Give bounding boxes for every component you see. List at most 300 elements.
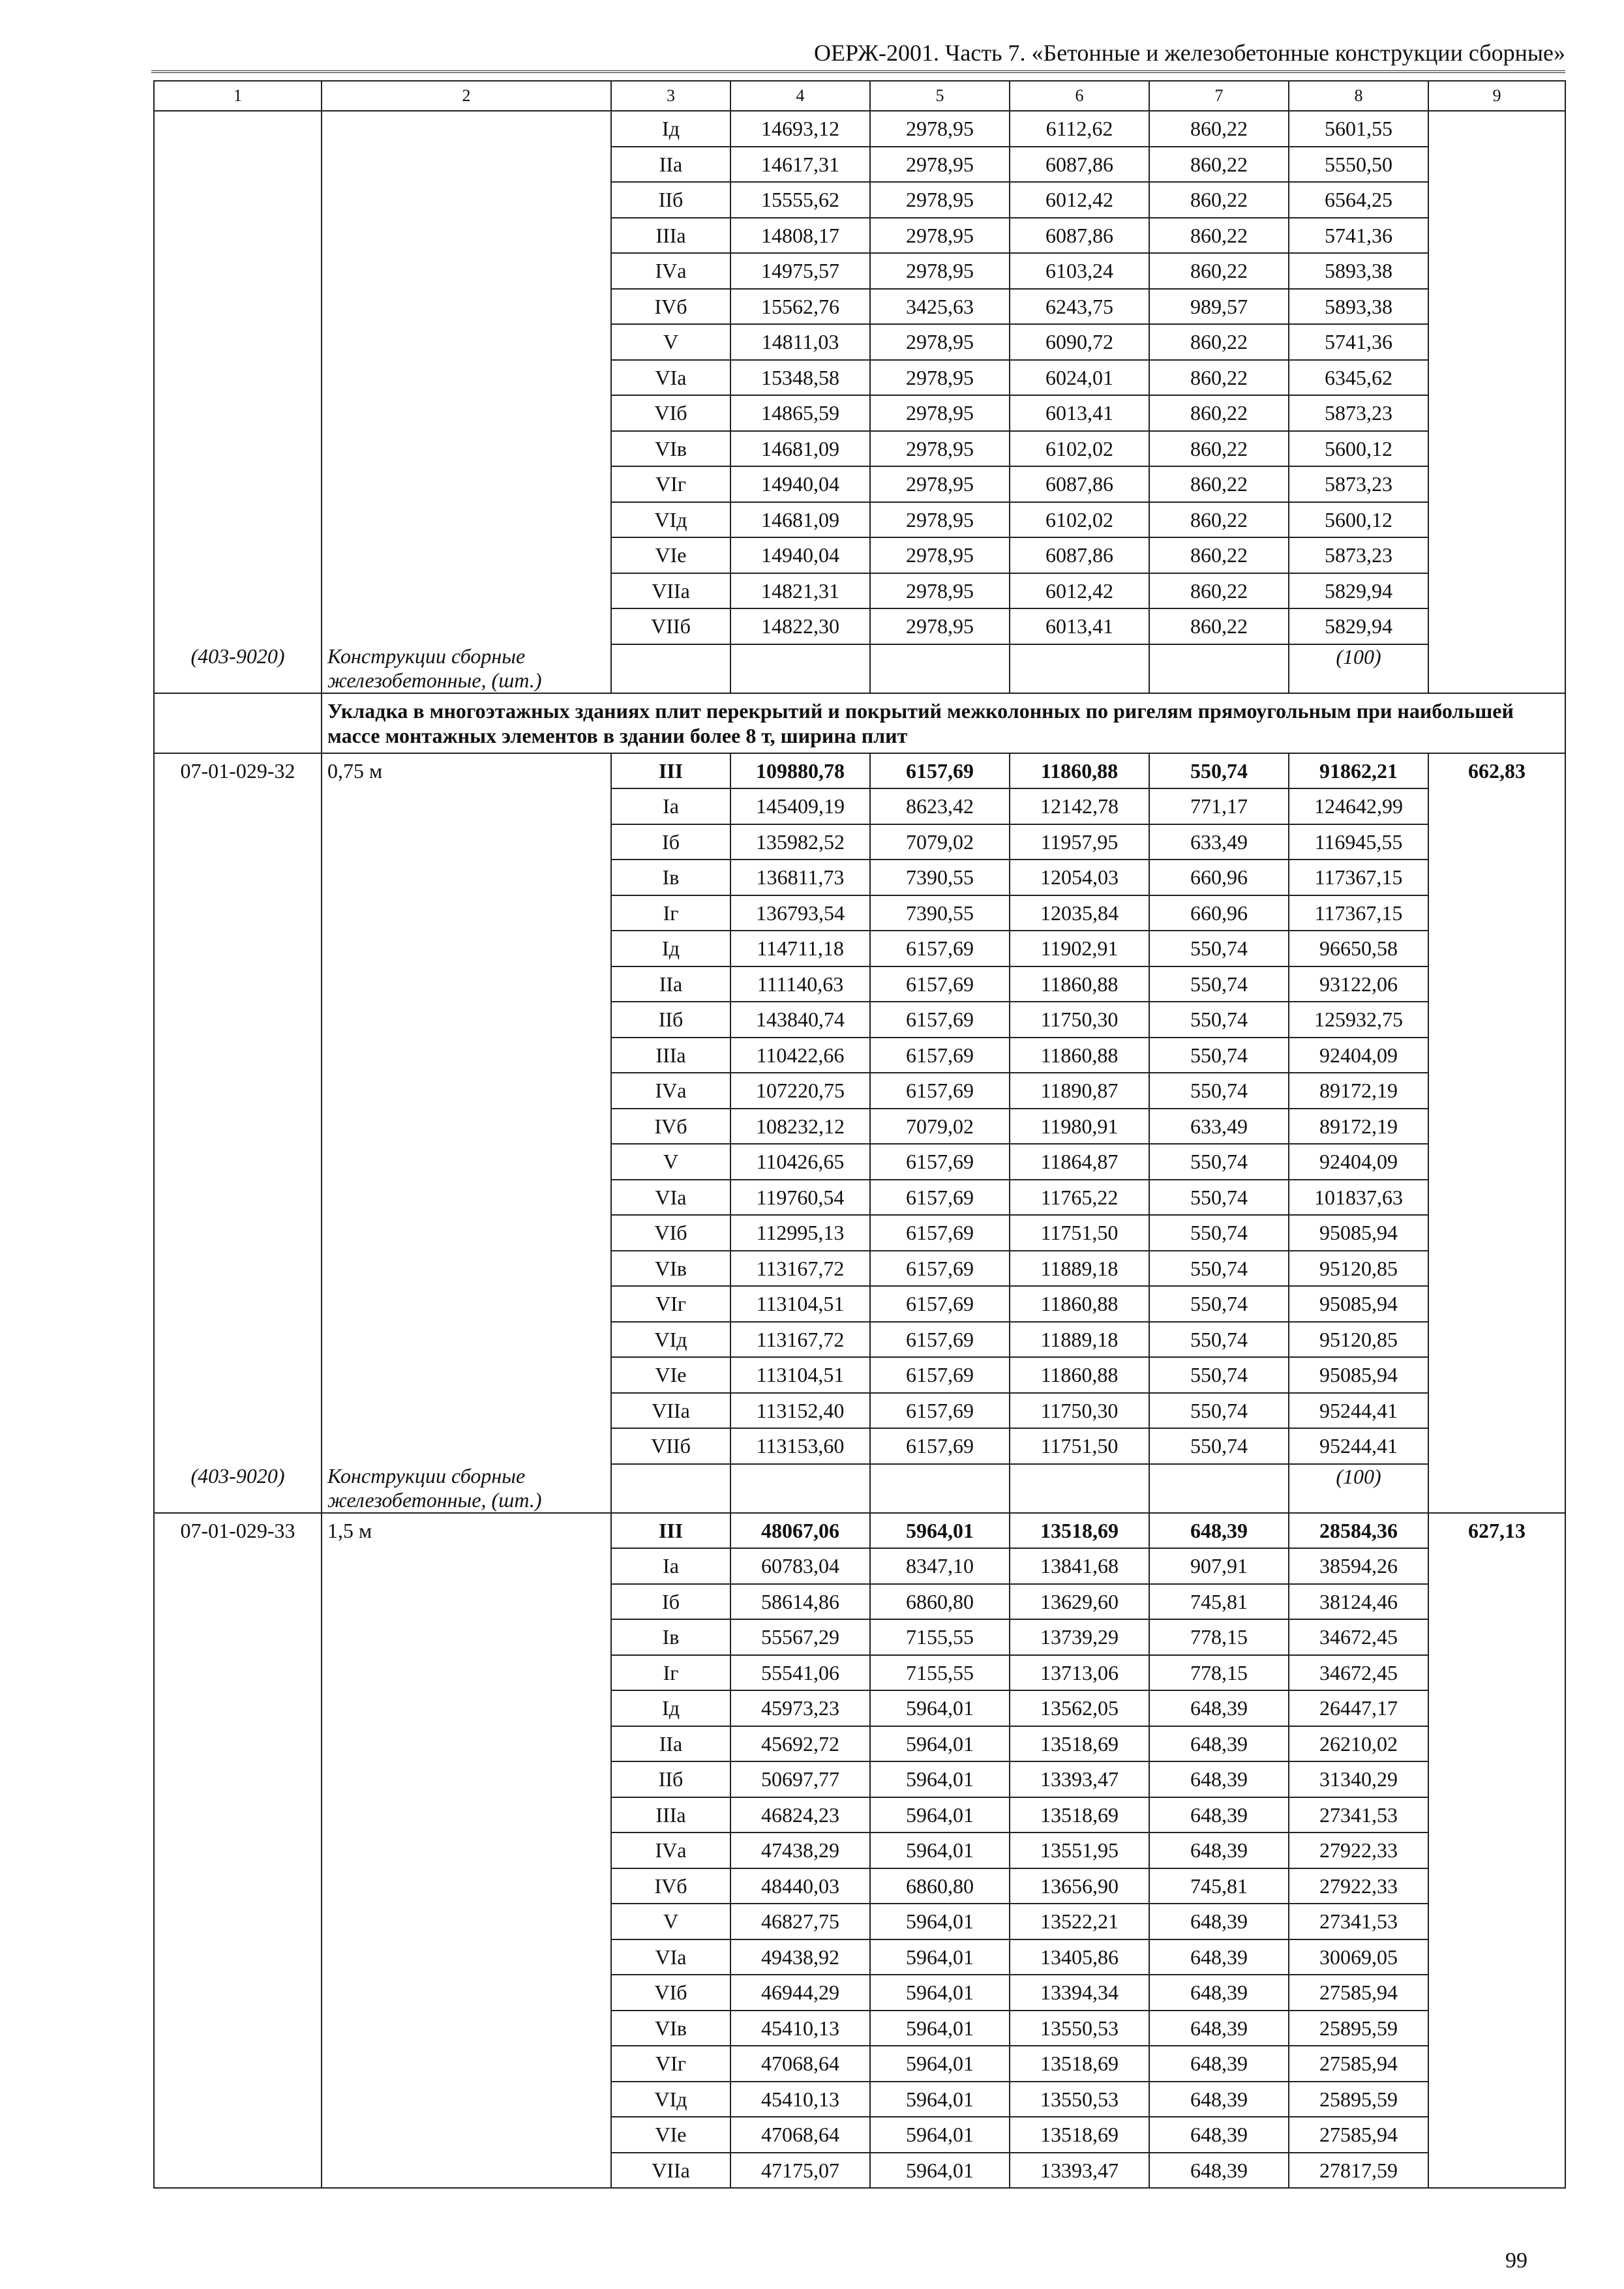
value-cell: 49438,92 bbox=[730, 1939, 870, 1975]
table-row bbox=[154, 182, 1565, 218]
value-cell: 778,15 bbox=[1149, 1619, 1289, 1655]
value-cell: 107220,75 bbox=[730, 1073, 870, 1109]
empty-cell bbox=[322, 1180, 611, 1216]
zone-code: VIб bbox=[611, 1975, 730, 2011]
value-cell: 7155,55 bbox=[870, 1655, 1010, 1691]
empty-cell bbox=[154, 324, 322, 360]
value-cell: 5964,01 bbox=[870, 2117, 1010, 2153]
section-title: Укладка в многоэтажных зданиях плит перекрытий и покрытий межколонных по ригелям прямоугольным при наибольшей массе монтажных элементов в здании более 8 т, ширина плит bbox=[322, 693, 1565, 753]
value-cell: 11980,91 bbox=[1010, 1109, 1149, 1144]
value-cell: 550,74 bbox=[1149, 1038, 1289, 1073]
zone-code: IIIа bbox=[611, 218, 730, 254]
empty-cell bbox=[1428, 1038, 1565, 1073]
zone-code: IVа bbox=[611, 1073, 730, 1109]
value-cell: 2978,95 bbox=[870, 608, 1010, 644]
empty-cell bbox=[154, 1833, 322, 1868]
value-cell: 633,49 bbox=[1149, 1109, 1289, 1144]
value-cell: 101837,63 bbox=[1289, 1180, 1428, 1216]
value-cell: 14808,17 bbox=[730, 218, 870, 254]
empty-cell bbox=[154, 788, 322, 824]
value-cell: 5964,01 bbox=[870, 1797, 1010, 1833]
value-cell: 113153,60 bbox=[730, 1428, 870, 1464]
empty-cell bbox=[322, 895, 611, 931]
zone-code: IVа bbox=[611, 1833, 730, 1868]
value-cell: 55567,29 bbox=[730, 1619, 870, 1655]
empty-cell bbox=[1428, 395, 1565, 431]
value-cell: 14811,03 bbox=[730, 324, 870, 360]
value-cell: 27585,94 bbox=[1289, 2117, 1428, 2153]
table-row bbox=[154, 753, 1565, 789]
value-cell: 109880,78 bbox=[730, 753, 870, 789]
value-cell: 46824,23 bbox=[730, 1797, 870, 1833]
value-cell: 135982,52 bbox=[730, 824, 870, 860]
value-cell: 13393,47 bbox=[1010, 2153, 1149, 2189]
empty-cell bbox=[154, 608, 322, 644]
empty-cell bbox=[730, 644, 870, 693]
empty-cell bbox=[1428, 1109, 1565, 1144]
empty-cell bbox=[154, 1548, 322, 1584]
value-cell: 5964,01 bbox=[870, 1833, 1010, 1868]
zone-code: V bbox=[611, 324, 730, 360]
value-cell: 550,74 bbox=[1149, 1322, 1289, 1358]
table-row bbox=[154, 1797, 1565, 1833]
empty-cell bbox=[322, 1357, 611, 1393]
value-cell: 7079,02 bbox=[870, 1109, 1010, 1144]
value-cell: 660,96 bbox=[1149, 860, 1289, 895]
section-row bbox=[154, 693, 1565, 753]
table-row bbox=[154, 1655, 1565, 1691]
table-row bbox=[154, 966, 1565, 1002]
value-cell: 14940,04 bbox=[730, 466, 870, 502]
empty-cell bbox=[154, 111, 322, 147]
zone-code: VIе bbox=[611, 1357, 730, 1393]
value-cell: 6103,24 bbox=[1010, 253, 1149, 289]
table-row bbox=[154, 788, 1565, 824]
empty-cell bbox=[322, 931, 611, 966]
zone-code: VIе bbox=[611, 537, 730, 573]
value-cell: 95085,94 bbox=[1289, 1286, 1428, 1322]
value-cell: 648,39 bbox=[1149, 1975, 1289, 2011]
value-cell: 5893,38 bbox=[1289, 289, 1428, 325]
table-row bbox=[154, 573, 1565, 609]
empty-cell bbox=[154, 2011, 322, 2046]
column-number: 3 bbox=[611, 81, 730, 111]
value-cell: 550,74 bbox=[1149, 1073, 1289, 1109]
value-cell: 112995,13 bbox=[730, 1215, 870, 1251]
empty-cell bbox=[322, 966, 611, 1002]
empty-cell bbox=[154, 895, 322, 931]
value-cell: 48067,06 bbox=[730, 1513, 870, 1549]
zone-code: VIIа bbox=[611, 573, 730, 609]
empty-cell bbox=[322, 860, 611, 895]
value-cell: 27922,33 bbox=[1289, 1833, 1428, 1868]
norm-name: 0,75 м bbox=[322, 753, 611, 789]
value-cell: 14822,30 bbox=[730, 608, 870, 644]
value-cell: 3425,63 bbox=[870, 289, 1010, 325]
table-row bbox=[154, 147, 1565, 183]
value-cell: 778,15 bbox=[1149, 1655, 1289, 1691]
value-cell: 5873,23 bbox=[1289, 537, 1428, 573]
value-cell: 6157,69 bbox=[870, 1073, 1010, 1109]
empty-cell bbox=[1010, 1464, 1149, 1513]
empty-cell bbox=[322, 1144, 611, 1180]
value-cell: 13656,90 bbox=[1010, 1868, 1149, 1904]
value-cell: 2978,95 bbox=[870, 573, 1010, 609]
empty-cell bbox=[322, 1428, 611, 1464]
empty-cell bbox=[154, 966, 322, 1002]
value-cell: 5601,55 bbox=[1289, 111, 1428, 147]
value-cell: 648,39 bbox=[1149, 2153, 1289, 2189]
value-cell: 34672,45 bbox=[1289, 1619, 1428, 1655]
empty-cell bbox=[322, 111, 611, 147]
empty-cell bbox=[322, 1584, 611, 1620]
value-cell: 6024,01 bbox=[1010, 360, 1149, 396]
zone-code: VIа bbox=[611, 360, 730, 396]
value-cell: 113104,51 bbox=[730, 1286, 870, 1322]
value-cell: 648,39 bbox=[1149, 1726, 1289, 1762]
empty-cell bbox=[1428, 2046, 1565, 2082]
value-cell: 6090,72 bbox=[1010, 324, 1149, 360]
value-cell: 13522,21 bbox=[1010, 1904, 1149, 1939]
value-cell: 648,39 bbox=[1149, 1797, 1289, 1833]
zone-code: Iа bbox=[611, 1548, 730, 1584]
zone-code: III bbox=[611, 753, 730, 789]
empty-cell bbox=[1428, 1357, 1565, 1393]
value-cell: 860,22 bbox=[1149, 466, 1289, 502]
empty-cell bbox=[154, 2117, 322, 2153]
zone-code: Iг bbox=[611, 895, 730, 931]
table-row bbox=[154, 1144, 1565, 1180]
empty-cell bbox=[611, 644, 730, 693]
value-cell: 14693,12 bbox=[730, 111, 870, 147]
zone-code: IVб bbox=[611, 1109, 730, 1144]
table-row bbox=[154, 1109, 1565, 1144]
empty-cell bbox=[1428, 1286, 1565, 1322]
zone-code: Iд bbox=[611, 111, 730, 147]
table-row bbox=[154, 1286, 1565, 1322]
zone-code: IIIа bbox=[611, 1797, 730, 1833]
zone-code: IIIа bbox=[611, 1038, 730, 1073]
table-row bbox=[154, 1393, 1565, 1429]
material-qty: (100) bbox=[1289, 1464, 1428, 1513]
empty-cell bbox=[154, 1393, 322, 1429]
value-cell: 2978,95 bbox=[870, 324, 1010, 360]
value-cell: 108232,12 bbox=[730, 1109, 870, 1144]
value-cell: 110422,66 bbox=[730, 1038, 870, 1073]
value-cell: 45410,13 bbox=[730, 2011, 870, 2046]
value-cell: 13518,69 bbox=[1010, 2117, 1149, 2153]
empty-cell bbox=[154, 693, 322, 753]
value-cell: 119760,54 bbox=[730, 1180, 870, 1216]
value-cell: 860,22 bbox=[1149, 573, 1289, 609]
empty-cell bbox=[322, 431, 611, 467]
value-cell: 550,74 bbox=[1149, 1393, 1289, 1429]
empty-cell bbox=[1428, 324, 1565, 360]
zone-code: Iв bbox=[611, 860, 730, 895]
value-cell: 11860,88 bbox=[1010, 1286, 1149, 1322]
empty-cell bbox=[1428, 1144, 1565, 1180]
empty-cell bbox=[322, 1109, 611, 1144]
empty-cell bbox=[1428, 218, 1565, 254]
value-cell: 46944,29 bbox=[730, 1975, 870, 2011]
empty-cell bbox=[154, 1322, 322, 1358]
empty-cell bbox=[1428, 466, 1565, 502]
zone-code: VIв bbox=[611, 2011, 730, 2046]
value-cell: 860,22 bbox=[1149, 431, 1289, 467]
value-cell: 15348,58 bbox=[730, 360, 870, 396]
zone-code: V bbox=[611, 1904, 730, 1939]
value-cell: 6157,69 bbox=[870, 1038, 1010, 1073]
empty-cell bbox=[1428, 608, 1565, 644]
empty-cell bbox=[154, 253, 322, 289]
empty-cell bbox=[154, 1180, 322, 1216]
empty-cell bbox=[322, 218, 611, 254]
empty-cell bbox=[322, 395, 611, 431]
zone-code: VIIб bbox=[611, 608, 730, 644]
value-cell: 11750,30 bbox=[1010, 1002, 1149, 1038]
table-row bbox=[154, 1548, 1565, 1584]
value-cell: 2978,95 bbox=[870, 182, 1010, 218]
value-cell: 95085,94 bbox=[1289, 1357, 1428, 1393]
value-cell: 5964,01 bbox=[870, 1761, 1010, 1797]
table-row bbox=[154, 1322, 1565, 1358]
norm-name: 1,5 м bbox=[322, 1513, 611, 1549]
value-cell: 14975,57 bbox=[730, 253, 870, 289]
value-cell: 6157,69 bbox=[870, 1393, 1010, 1429]
empty-cell bbox=[322, 466, 611, 502]
empty-cell bbox=[1428, 1464, 1565, 1513]
table-row bbox=[154, 1619, 1565, 1655]
value-cell: 38594,26 bbox=[1289, 1548, 1428, 1584]
value-cell: 95244,41 bbox=[1289, 1393, 1428, 1429]
column-number: 7 bbox=[1149, 81, 1289, 111]
value-cell: 25895,59 bbox=[1289, 2082, 1428, 2117]
table-row bbox=[154, 395, 1565, 431]
value-cell: 27341,53 bbox=[1289, 1904, 1428, 1939]
table-row bbox=[154, 1215, 1565, 1251]
value-cell: 6157,69 bbox=[870, 931, 1010, 966]
zone-code: VIг bbox=[611, 466, 730, 502]
table-row bbox=[154, 502, 1565, 538]
empty-cell bbox=[154, 1038, 322, 1073]
empty-cell bbox=[611, 1464, 730, 1513]
empty-cell bbox=[322, 1833, 611, 1868]
value-cell: 6860,80 bbox=[870, 1584, 1010, 1620]
empty-cell bbox=[1428, 1904, 1565, 1939]
value-cell: 95244,41 bbox=[1289, 1428, 1428, 1464]
zone-code: IVа bbox=[611, 253, 730, 289]
empty-cell bbox=[322, 537, 611, 573]
empty-cell bbox=[1428, 1548, 1565, 1584]
empty-cell bbox=[322, 824, 611, 860]
value-cell: 13393,47 bbox=[1010, 1761, 1149, 1797]
empty-cell bbox=[322, 182, 611, 218]
value-cell: 114711,18 bbox=[730, 931, 870, 966]
table-row bbox=[154, 1761, 1565, 1797]
value-cell: 7155,55 bbox=[870, 1619, 1010, 1655]
value-cell: 6157,69 bbox=[870, 1002, 1010, 1038]
empty-cell bbox=[154, 218, 322, 254]
empty-cell bbox=[322, 1073, 611, 1109]
empty-cell bbox=[1428, 1180, 1565, 1216]
empty-cell bbox=[322, 1286, 611, 1322]
value-cell: 91862,21 bbox=[1289, 753, 1428, 789]
value-cell: 771,17 bbox=[1149, 788, 1289, 824]
value-cell: 48440,03 bbox=[730, 1868, 870, 1904]
value-cell: 2978,95 bbox=[870, 431, 1010, 467]
empty-cell bbox=[1428, 2117, 1565, 2153]
empty-cell bbox=[154, 1868, 322, 1904]
empty-cell bbox=[1428, 895, 1565, 931]
empty-cell bbox=[154, 824, 322, 860]
value-cell: 47068,64 bbox=[730, 2046, 870, 2082]
value-cell: 11750,30 bbox=[1010, 1393, 1149, 1429]
empty-cell bbox=[1428, 966, 1565, 1002]
value-cell: 113152,40 bbox=[730, 1393, 870, 1429]
value-cell: 27585,94 bbox=[1289, 1975, 1428, 2011]
empty-cell bbox=[1428, 2011, 1565, 2046]
value-cell: 13394,34 bbox=[1010, 1975, 1149, 2011]
empty-cell bbox=[1428, 1726, 1565, 1762]
value-cell: 26447,17 bbox=[1289, 1690, 1428, 1726]
zone-code: VIб bbox=[611, 395, 730, 431]
value-cell: 93122,06 bbox=[1289, 966, 1428, 1002]
value-cell: 6157,69 bbox=[870, 966, 1010, 1002]
value-cell: 5893,38 bbox=[1289, 253, 1428, 289]
empty-cell bbox=[154, 573, 322, 609]
value-cell: 28584,36 bbox=[1289, 1513, 1428, 1549]
norm-code: 07-01-029-33 bbox=[154, 1513, 322, 1549]
empty-cell bbox=[322, 1548, 611, 1584]
value-cell: 550,74 bbox=[1149, 1144, 1289, 1180]
zone-code: Iб bbox=[611, 824, 730, 860]
value-cell: 907,91 bbox=[1149, 1548, 1289, 1584]
empty-cell bbox=[154, 1619, 322, 1655]
value-cell: 5964,01 bbox=[870, 2153, 1010, 2189]
value-cell: 648,39 bbox=[1149, 1761, 1289, 1797]
value-cell: 116945,55 bbox=[1289, 824, 1428, 860]
empty-cell bbox=[154, 502, 322, 538]
value-cell: 117367,15 bbox=[1289, 895, 1428, 931]
zone-code: III bbox=[611, 1513, 730, 1549]
value-cell: 550,74 bbox=[1149, 1251, 1289, 1287]
empty-cell bbox=[322, 1690, 611, 1726]
zone-code: VIд bbox=[611, 502, 730, 538]
value-cell: 25895,59 bbox=[1289, 2011, 1428, 2046]
value-cell: 550,74 bbox=[1149, 966, 1289, 1002]
empty-cell bbox=[1428, 1619, 1565, 1655]
empty-cell bbox=[154, 2046, 322, 2082]
empty-cell bbox=[1428, 1975, 1565, 2011]
empty-cell bbox=[154, 1655, 322, 1691]
empty-cell bbox=[154, 2082, 322, 2117]
value-cell: 11860,88 bbox=[1010, 1038, 1149, 1073]
value-cell: 111140,63 bbox=[730, 966, 870, 1002]
value-cell: 145409,19 bbox=[730, 788, 870, 824]
value-cell: 2978,95 bbox=[870, 395, 1010, 431]
value-cell: 13551,95 bbox=[1010, 1833, 1149, 1868]
value-cell: 550,74 bbox=[1149, 1215, 1289, 1251]
zone-code: IIб bbox=[611, 182, 730, 218]
value-cell: 11864,87 bbox=[1010, 1144, 1149, 1180]
value-cell: 745,81 bbox=[1149, 1868, 1289, 1904]
page-header: ОЕРЖ-2001. Часть 7. «Бетонные и железобетонные конструкции сборные» bbox=[151, 38, 1565, 73]
value-cell: 124642,99 bbox=[1289, 788, 1428, 824]
value-cell: 13405,86 bbox=[1010, 1939, 1149, 1975]
table-row bbox=[154, 1868, 1565, 1904]
value-cell: 38124,46 bbox=[1289, 1584, 1428, 1620]
value-cell: 550,74 bbox=[1149, 1002, 1289, 1038]
value-cell: 989,57 bbox=[1149, 289, 1289, 325]
empty-cell bbox=[322, 1904, 611, 1939]
value-cell: 13550,53 bbox=[1010, 2011, 1149, 2046]
value-cell: 2978,95 bbox=[870, 502, 1010, 538]
value-cell: 95120,85 bbox=[1289, 1322, 1428, 1358]
value-cell: 27341,53 bbox=[1289, 1797, 1428, 1833]
empty-cell bbox=[322, 2046, 611, 2082]
table-row bbox=[154, 324, 1565, 360]
value-cell: 860,22 bbox=[1149, 182, 1289, 218]
empty-cell bbox=[870, 644, 1010, 693]
zone-code: V bbox=[611, 1144, 730, 1180]
value-cell: 60783,04 bbox=[730, 1548, 870, 1584]
empty-cell bbox=[1428, 1073, 1565, 1109]
table-row bbox=[154, 1357, 1565, 1393]
value-cell: 13841,68 bbox=[1010, 1548, 1149, 1584]
value-cell: 648,39 bbox=[1149, 1513, 1289, 1549]
value-cell: 2978,95 bbox=[870, 218, 1010, 254]
table-row bbox=[154, 537, 1565, 573]
value-cell: 860,22 bbox=[1149, 502, 1289, 538]
column-number: 4 bbox=[730, 81, 870, 111]
table-row bbox=[154, 218, 1565, 254]
empty-cell bbox=[1428, 573, 1565, 609]
value-cell: 648,39 bbox=[1149, 1939, 1289, 1975]
value-cell: 30069,05 bbox=[1289, 1939, 1428, 1975]
empty-cell bbox=[154, 2153, 322, 2189]
value-cell: 11889,18 bbox=[1010, 1322, 1149, 1358]
zone-code: VIа bbox=[611, 1180, 730, 1216]
value-cell: 6102,02 bbox=[1010, 502, 1149, 538]
zone-code: Iв bbox=[611, 1619, 730, 1655]
zone-code: IVб bbox=[611, 1868, 730, 1904]
empty-cell bbox=[322, 1215, 611, 1251]
zone-code: VIг bbox=[611, 2046, 730, 2082]
value-cell: 13739,29 bbox=[1010, 1619, 1149, 1655]
value-cell: 6087,86 bbox=[1010, 537, 1149, 573]
value-cell: 5829,94 bbox=[1289, 608, 1428, 644]
value-cell: 13713,06 bbox=[1010, 1655, 1149, 1691]
column-number: 6 bbox=[1010, 81, 1149, 111]
value-cell: 860,22 bbox=[1149, 324, 1289, 360]
value-cell: 648,39 bbox=[1149, 2011, 1289, 2046]
column-numbers-row bbox=[154, 81, 1565, 111]
empty-cell bbox=[1428, 289, 1565, 325]
empty-cell bbox=[154, 1073, 322, 1109]
value-cell: 6013,41 bbox=[1010, 608, 1149, 644]
empty-cell bbox=[154, 1109, 322, 1144]
value-cell: 13562,05 bbox=[1010, 1690, 1149, 1726]
value-cell: 648,39 bbox=[1149, 2117, 1289, 2153]
table-row bbox=[154, 1038, 1565, 1073]
empty-cell bbox=[322, 324, 611, 360]
value-cell: 13629,60 bbox=[1010, 1584, 1149, 1620]
empty-cell bbox=[154, 1428, 322, 1464]
column-number: 9 bbox=[1428, 81, 1565, 111]
value-cell: 12035,84 bbox=[1010, 895, 1149, 931]
table-row bbox=[154, 1584, 1565, 1620]
value-cell: 117367,15 bbox=[1289, 860, 1428, 895]
